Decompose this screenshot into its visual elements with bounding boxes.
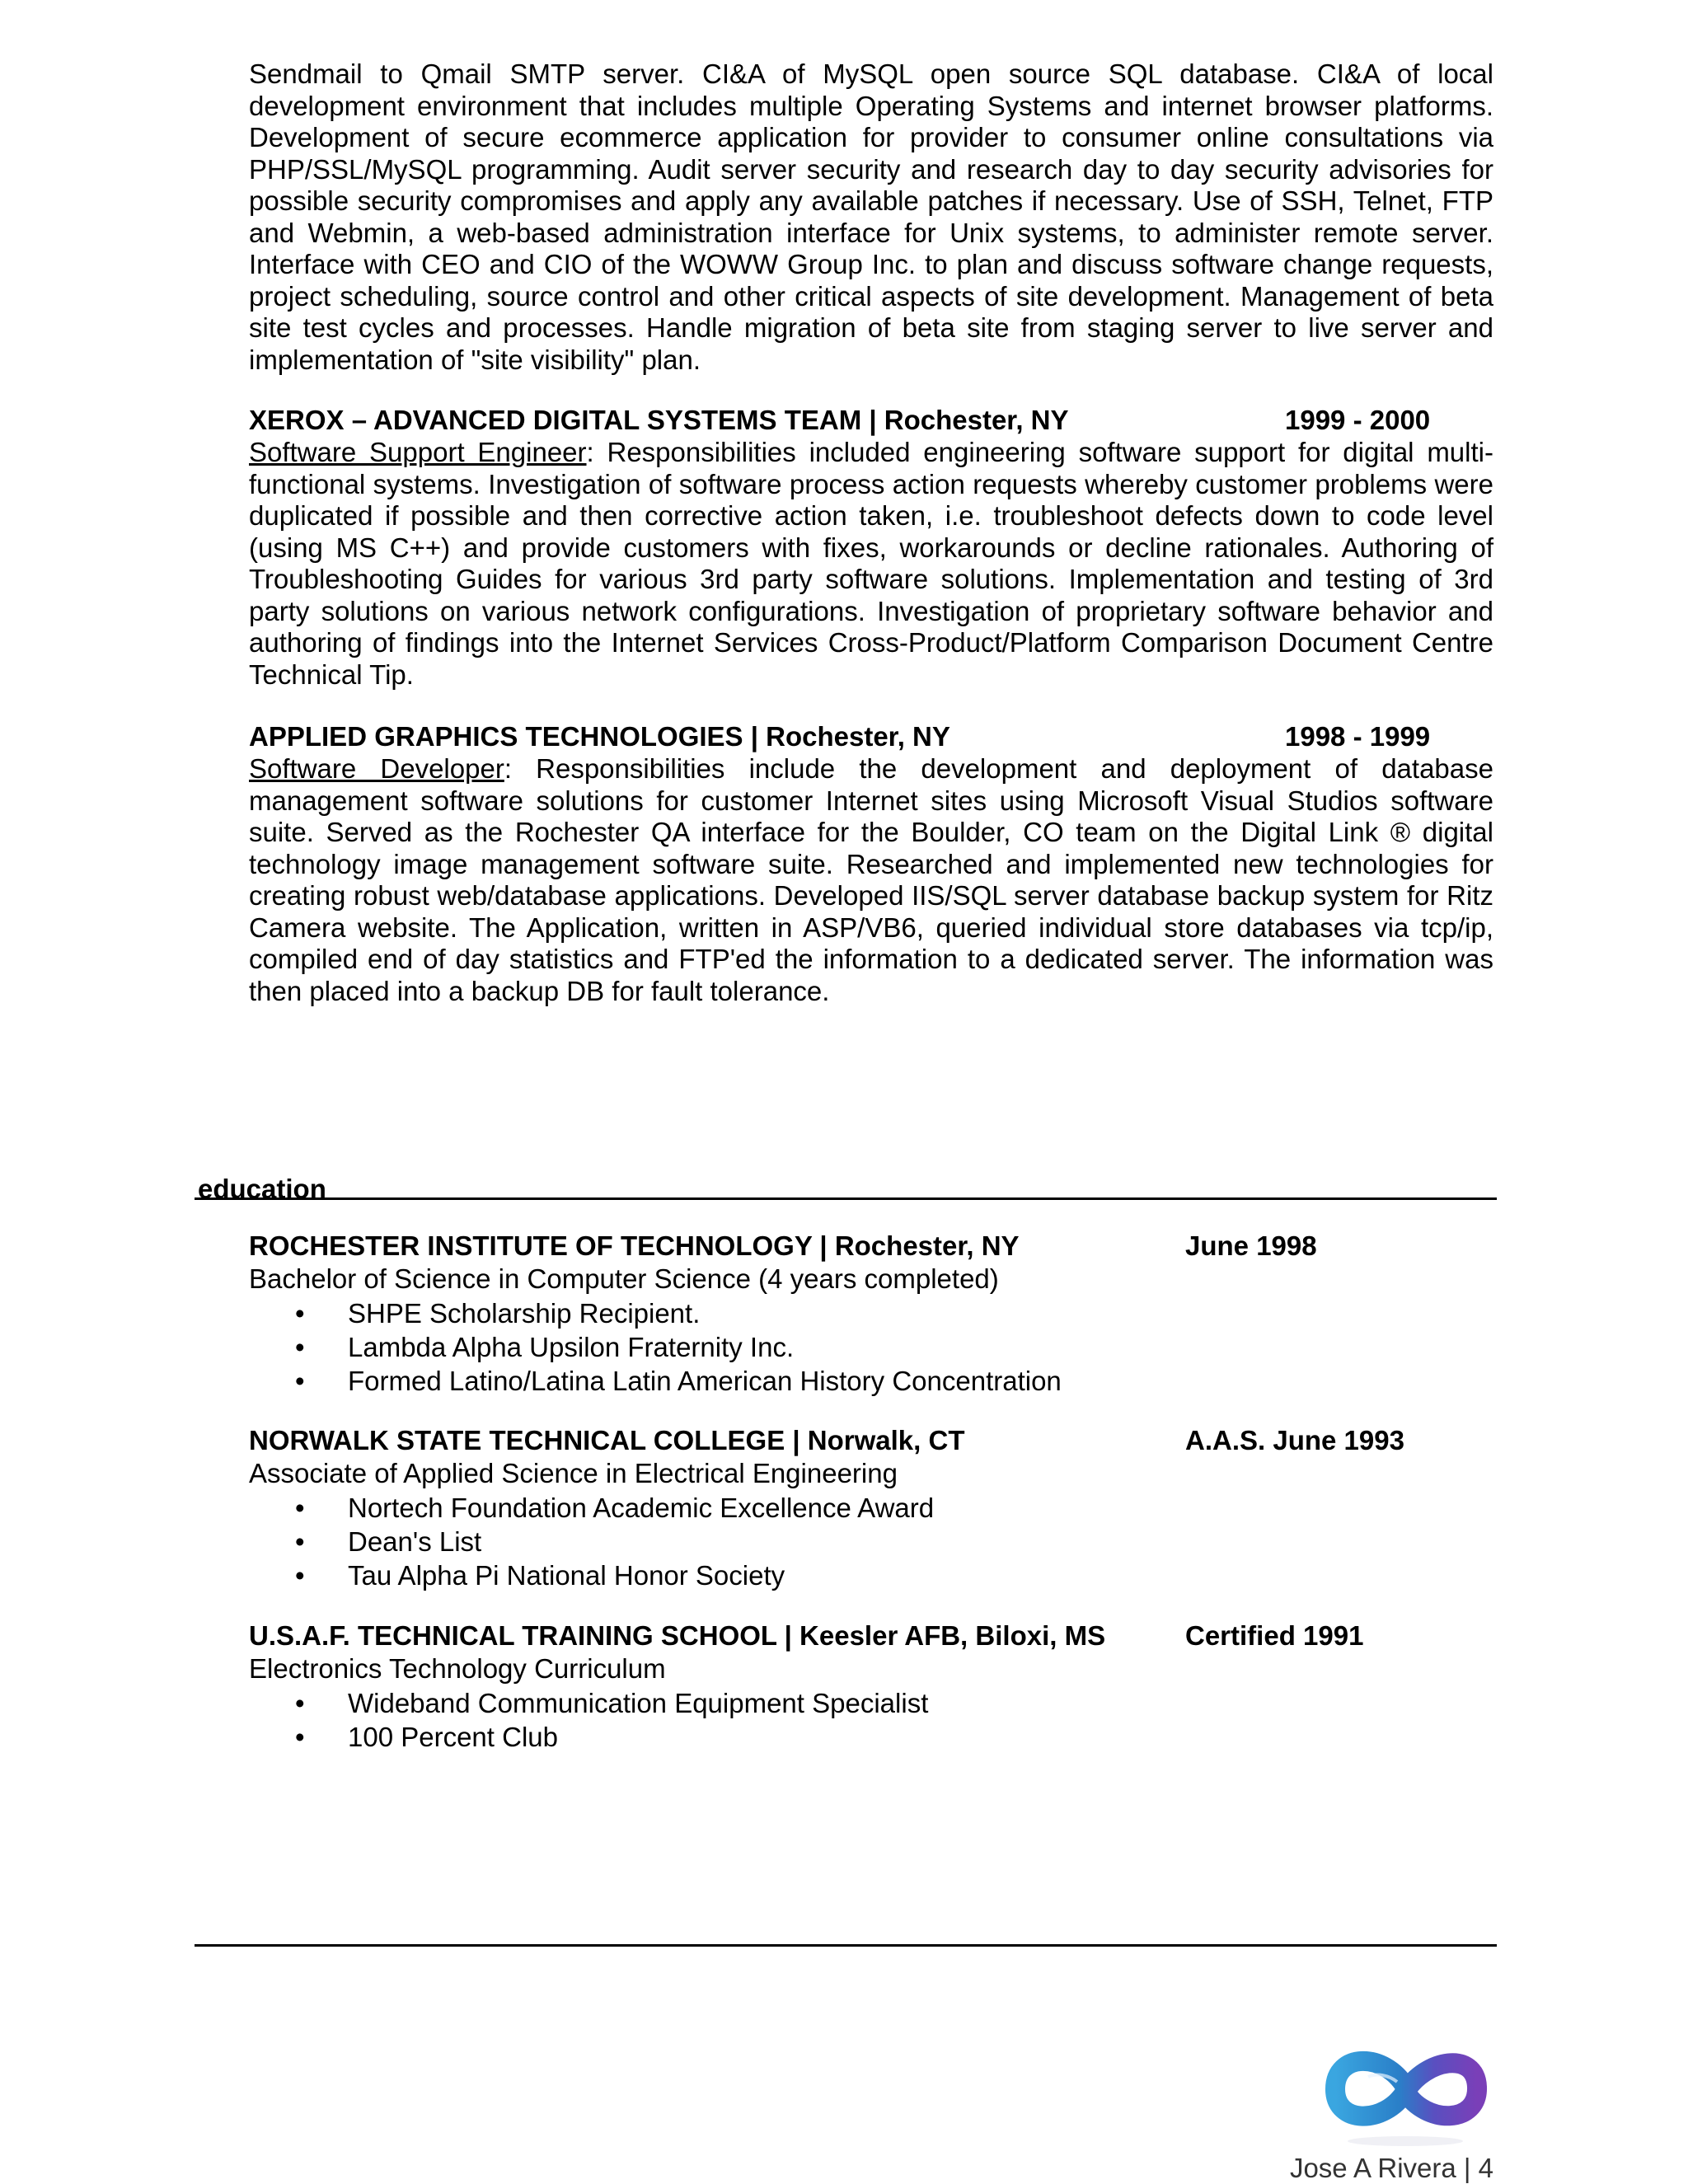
bullet-icon: •: [295, 1722, 305, 1752]
education-section-title: education: [198, 1174, 326, 1204]
list-item: • Formed Latino/Latina Latin American History Concentration: [295, 1366, 1062, 1396]
bullet-icon: •: [295, 1688, 305, 1718]
job-text-agt: : Responsibilities include the development and deployment of database management software solutions for customer Internet sites using Microsoft Visual Studios software suite. Served as the Rochester QA interface for the Boulder, CO team on the Digital Link ® digital technology image management software suite. Researched and implemented new technologies for creating robust web/database applications. Developed IIS/SQL server database backup system for Ritz Camera website. The Application, written in ASP/VB6, queried individual store databases via tcp/ip, compiled end of day statistics and FTP'ed the information to a dedicated server. The information was then placed into a backup DB for fault tolerance.: [249, 753, 1493, 1006]
list-item: • Tau Alpha Pi National Honor Society: [295, 1560, 785, 1591]
school-bullets-norwalk: [249, 1491, 934, 1592]
school-degree-usaf: Electronics Technology Curriculum: [249, 1653, 666, 1684]
job-description-xerox: [249, 437, 1493, 691]
list-item: • Dean's List: [295, 1526, 482, 1557]
experience-paragraph-continued: Sendmail to Qmail SMTP server. CI&A of MySQL open source SQL database. CI&A of local development environment that includes multiple Operating Systems and internet browser platforms. Development of secure ecommerce application for provider to consumer online consultations via PHP/SSL/MySQL programming. Audit server security and research day to day security advisories for possible security compromises and apply any available patches if necessary. Use of SSH, Telnet, FTP and Webmin, a web-based administration interface for Unix systems, to administer remote server. Interface with CEO and CIO of the WOWW Group Inc. to plan and discuss software change requests, project scheduling, source control and other critical aspects of site development. Management of beta site test cycles and processes. Handle migration of beta site from staging server to live server and implementation of "site visibility" plan.: [249, 59, 1493, 375]
list-item: • Lambda Alpha Upsilon Fraternity Inc.: [295, 1332, 795, 1362]
school-bullets-usaf: [249, 1686, 928, 1754]
school-degree-norwalk: Associate of Applied Science in Electrical Engineering: [249, 1458, 898, 1488]
bullet-icon: •: [295, 1366, 305, 1396]
bullet-icon: •: [295, 1526, 305, 1557]
job-dates-agt: 1998 - 1999: [1285, 721, 1431, 752]
job-employer-xerox: XEROX – ADVANCED DIGITAL SYSTEMS TEAM | Rochester, NY: [249, 405, 1069, 435]
job-employer-agt: APPLIED GRAPHICS TECHNOLOGIES | Rochester, NY: [249, 721, 950, 752]
list-item: • SHPE Scholarship Recipient.: [295, 1298, 701, 1329]
school-name-rit: ROCHESTER INSTITUTE OF TECHNOLOGY | Rochester, NY: [249, 1230, 1020, 1261]
school-degree-rit: Bachelor of Science in Computer Science (4 years completed): [249, 1263, 999, 1294]
bullet-icon: •: [295, 1332, 305, 1362]
job-title-agt: Software Developer: [249, 753, 504, 784]
footer-page-label: Jose A Rivera | 4: [1289, 2153, 1493, 2183]
job-text-xerox: : Responsibilities included engineering software support for digital multi-functional systems. Investigation of software process action requests whereby customer problems were duplicated if possible and then corrective action taken, i.e. troubleshoot defects down to code level (using MS C++) and provide customers with fixes, workarounds or decline rationales. Authoring of Troubleshooting Guides for various 3rd party software solutions. Implementation and testing of 3rd party solutions on various network configurations. Investigation of proprietary software behavior and authoring of findings into the Internet Services Cross-Product/Platform Comparison Document Centre Technical Tip.: [249, 437, 1493, 690]
school-bullets-rit: [249, 1296, 1062, 1398]
list-item: • Nortech Foundation Academic Excellence Award: [295, 1493, 935, 1523]
bullet-icon: •: [295, 1493, 305, 1523]
list-item: • 100 Percent Club: [295, 1722, 558, 1752]
bullet-icon: •: [295, 1560, 305, 1591]
bullet-icon: •: [295, 1298, 305, 1329]
list-item: • Wideband Communication Equipment Specialist: [295, 1688, 929, 1718]
school-date-usaf: Certified 1991: [1185, 1620, 1364, 1651]
footer-divider: [195, 1944, 1497, 1947]
school-date-norwalk: A.A.S. June 1993: [1185, 1425, 1404, 1455]
job-description-agt: [249, 753, 1493, 1007]
job-dates-xerox: 1999 - 2000: [1285, 405, 1431, 435]
infinity-logo-icon: [1319, 2027, 1492, 2151]
school-name-usaf: U.S.A.F. TECHNICAL TRAINING SCHOOL | Keesler AFB, Biloxi, MS: [249, 1620, 1106, 1651]
education-divider: [195, 1197, 1497, 1200]
school-date-rit: June 1998: [1185, 1230, 1317, 1261]
job-title-xerox: Software Support Engineer: [249, 437, 587, 467]
school-name-norwalk: NORWALK STATE TECHNICAL COLLEGE | Norwalk, CT: [249, 1425, 965, 1455]
